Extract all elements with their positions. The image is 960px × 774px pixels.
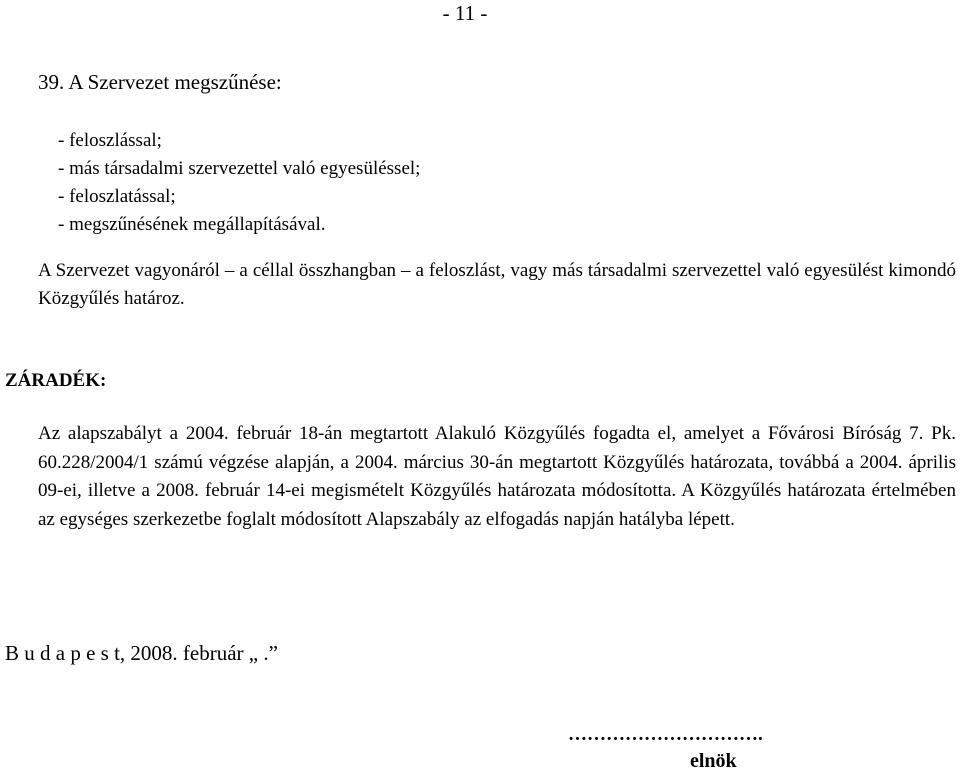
section-heading: 39. A Szervezet megszűnése: xyxy=(38,70,282,94)
closing-heading: ZÁRADÉK: xyxy=(5,370,107,391)
signature-line: …………………………. xyxy=(568,724,763,745)
list-item: - feloszlatással; xyxy=(58,186,176,207)
closing-paragraph: Az alapszabályt a 2004. február 18-án megtartott Alakuló Közgyűlés fogadta el, amelyet a Fővárosi Bíróság 7. Pk. 60.228/2004/1 számú végzése alapján, a 2004. március 30-án megtartott Közgyűlés határozata, továbbá a 2004. április 09-ei, illetve a 2008. február 14-ei megismételt Közgyűlés határozata módosította. A Közgyűlés határozata értelmében az egységes szerkezetbe foglalt módosított Alapszabály az elfogadás napján hatályba lépett. xyxy=(38,423,956,530)
signature-title: elnök xyxy=(690,750,737,772)
list-item: - megszűnésének megállapításával. xyxy=(58,214,326,235)
page-number: - 11 - xyxy=(442,1,488,25)
place-date: B u d a p e s t, 2008. február „ .” xyxy=(5,641,278,665)
list-item: - más társadalmi szervezettel való egyesüléssel; xyxy=(58,158,421,179)
termination-list xyxy=(58,127,420,239)
assets-paragraph: A Szervezet vagyonáról – a céllal összhangban – a feloszlást, vagy más társadalmi szervezettel való egyesülést kimondó Közgyűlés határoz. xyxy=(38,260,956,309)
list-item: - feloszlással; xyxy=(58,130,162,151)
